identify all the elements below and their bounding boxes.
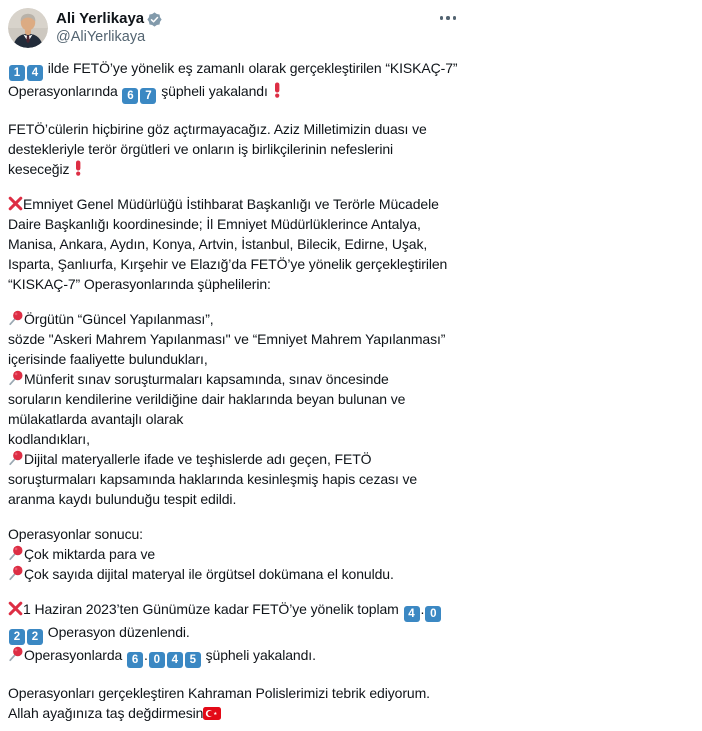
text-line: FETÖ’cülerin hiçbirine göz açtırmayacağız. Aziz Milletimizin duası ve: [8, 121, 427, 137]
paragraph: [8, 58, 460, 104]
display-name[interactable]: Ali Yerlikaya: [56, 10, 145, 27]
keycap-digit-icon: 7: [140, 88, 156, 104]
keycap-digit-icon: 1: [9, 65, 25, 81]
text-line: Operasyonlarda 6 . 0 4 5 şüpheli yakalandı.: [8, 645, 460, 668]
text-line: Allah ayağınıza taş değdirmesin: [8, 703, 460, 723]
pushpin-icon: [8, 310, 24, 326]
text-line: sözde "Askeri Mahrem Yapılanması" ve “Emniyet Mahrem Yapılanması”: [8, 331, 446, 347]
user-handle[interactable]: @AliYerlikaya: [56, 29, 146, 45]
keycap-digit-icon: 4: [27, 65, 43, 81]
text-line: Daire Başkanlığı koordinesinde; İl Emniyet Müdürlüklerince Antalya,: [8, 216, 421, 232]
text-line: aranma kaydı bulunduğu tespit edildi.: [8, 491, 237, 507]
pushpin-icon: [8, 646, 24, 662]
avatar[interactable]: [8, 8, 48, 48]
text-line: Operasyonlarında 6 7 şüpheli yakalandı: [8, 81, 460, 104]
text-line: keseceğiz: [8, 159, 460, 179]
tweet-header: [8, 8, 460, 48]
keycap-digit-icon: 0: [149, 652, 165, 668]
text-line: soruşturmaları kapsamında haklarında kesinleşmiş hapis cezası ve: [8, 471, 418, 487]
keycap-digit-icon: 6: [127, 652, 143, 668]
avatar-photo: [8, 8, 48, 48]
keycap-digit-icon: 2: [27, 629, 43, 645]
ellipsis-icon: [453, 16, 457, 20]
pushpin-icon: [8, 450, 24, 466]
red-exclamation-icon: [272, 82, 282, 98]
user-identity: [56, 8, 162, 47]
text-line: Manisa, Ankara, Aydın, Konya, Artvin, İstanbul, Bilecik, Edirne, Uşak,: [8, 236, 428, 252]
text-line: 2 2 Operasyon düzenlendi.: [8, 622, 460, 645]
paragraph: [8, 194, 460, 294]
text-line: “KISKAÇ-7” Operasyonlarında şüphelilerin:: [8, 276, 271, 292]
tweet-text: [8, 58, 460, 723]
keycap-digit-icon: 6: [122, 88, 138, 104]
more-button[interactable]: [438, 10, 459, 26]
paragraph: [8, 599, 460, 668]
text-line: 1 Haziran 2023’ten Günümüze kadar FETÖ’ye yönelik toplam 4 . 0: [8, 599, 460, 622]
text-line: Emniyet Genel Müdürlüğü İstihbarat Başkanlığı ve Terörle Mücadele: [8, 194, 460, 214]
text-line: Operasyonlar sonucu:: [8, 526, 143, 542]
text-line: 1 4 ilde FETÖ’ye yönelik eş zamanlı olarak gerçekleştirilen “KISKAÇ-7”: [8, 58, 460, 81]
text-line: içerisinde faaliyette bulundukları,: [8, 351, 208, 367]
text-line: destekleriyle terör örgütleri ve onların iş birlikçilerinin nefeslerini: [8, 141, 394, 157]
cross-mark-icon: [8, 601, 23, 616]
text-line: Çok miktarda para ve: [8, 544, 460, 564]
paragraph: [8, 524, 460, 584]
keycap-digit-icon: 0: [425, 606, 441, 622]
keycap-digit-icon: 5: [185, 652, 201, 668]
pushpin-icon: [8, 370, 24, 386]
text-line: Dijital materyallerle ifade ve teşhislerde adı geçen, FETÖ: [8, 449, 460, 469]
text-line: Isparta, Şanlıurfa, Kırşehir ve Elazığ’da FETÖ’ye yönelik gerçekleştirilen: [8, 256, 448, 272]
red-exclamation-icon: [73, 160, 83, 176]
text-line: kodlandıkları,: [8, 431, 90, 447]
text-line: mülakatlarda avantajlı olarak: [8, 411, 184, 427]
keycap-digit-icon: 4: [404, 606, 420, 622]
keycap-digit-icon: 4: [167, 652, 183, 668]
keycap-digit-icon: 2: [9, 629, 25, 645]
flag-turkey-icon: [203, 707, 221, 720]
text-line: Örgütün “Güncel Yapılanması”,: [8, 309, 460, 329]
paragraph: [8, 309, 460, 509]
verified-badge-icon: [147, 12, 162, 27]
pushpin-icon: [8, 565, 24, 581]
ellipsis-icon: [440, 16, 444, 20]
text-line: Çok sayıda dijital materyal ile örgütsel dokümana el konuldu.: [8, 564, 460, 584]
text-line: Operasyonları gerçekleştiren Kahraman Polislerimizi tebrik ediyorum.: [8, 685, 430, 701]
paragraph: [8, 119, 460, 179]
paragraph: [8, 683, 460, 723]
text-line: Münferit sınav soruşturmaları kapsamında, sınav öncesinde: [8, 369, 460, 389]
cross-mark-icon: [8, 196, 23, 211]
ellipsis-icon: [446, 16, 450, 20]
text-line: soruların kendilerine verildiğine dair haklarında beyan bulunan ve: [8, 391, 406, 407]
pushpin-icon: [8, 545, 24, 561]
